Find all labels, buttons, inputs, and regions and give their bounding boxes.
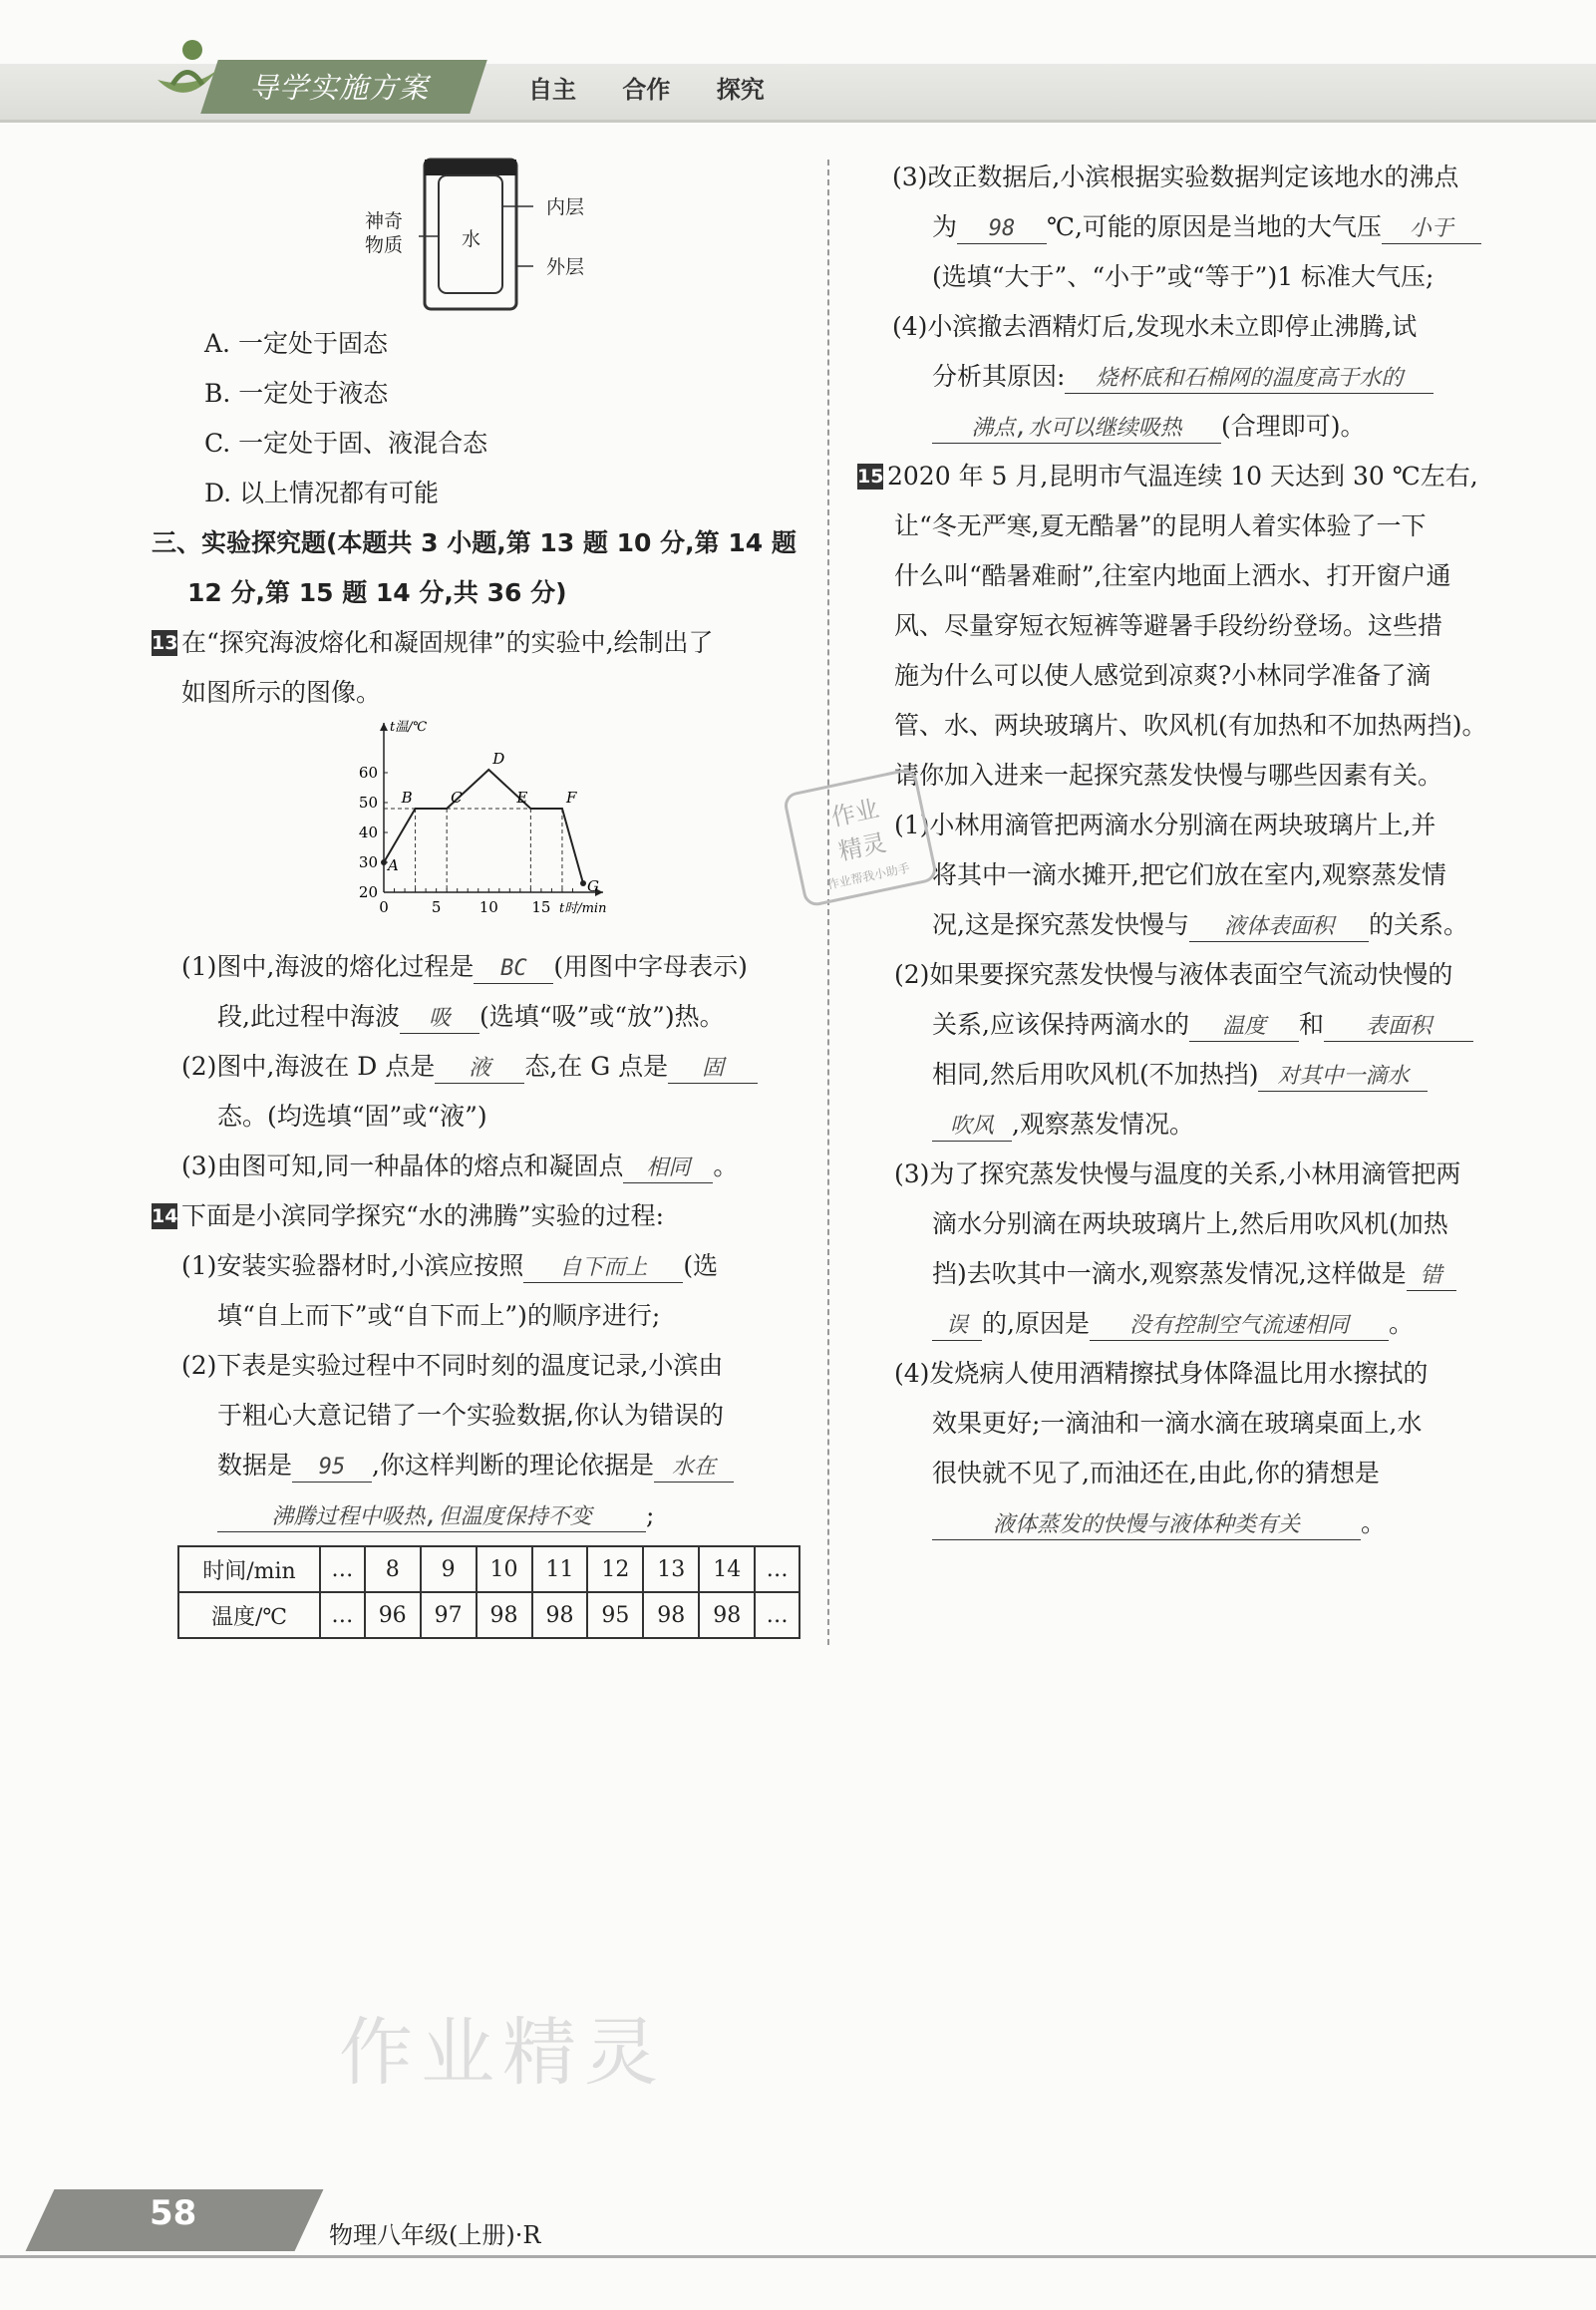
q14-p4-2: 分析其原因: 烧杯底和石棉网的温度高于水的 <box>932 362 1434 394</box>
section-title: 三、实验探究题(本题共 3 小题,第 13 题 10 分,第 14 题 <box>152 528 797 557</box>
q15-stem-2: 让“冬无严寒,夏无酷暑”的昆明人着实体验了一下 <box>894 511 1427 540</box>
x-tick-label: 10 <box>479 898 498 916</box>
answer-reason-a: 烧杯底和石棉网的温度高于水的 <box>1065 365 1434 394</box>
q15-p3: (3)为了探究蒸发快慢与温度的关系,小林用滴管把两 <box>894 1159 1461 1188</box>
point-label-A: A <box>388 856 399 874</box>
q15-p1-3: 况,这是探究蒸发快慢与 液体表面积 的关系。 <box>932 910 1468 942</box>
book-title: 物理八年级(上册)·R <box>329 2221 541 2249</box>
option-a: A. 一定处于固态 <box>204 329 388 358</box>
q15-p2-3: 相同,然后用吹风机(不加热挡) 对其中一滴水 <box>932 1060 1428 1092</box>
answer-less-than: 小于 <box>1382 215 1481 244</box>
q13-number: 13 <box>152 632 178 654</box>
fig-label-inner: 内层 <box>546 196 585 218</box>
q15-p4-2: 效果更好;一滴油和一滴水滴在玻璃桌面上,水 <box>932 1409 1423 1438</box>
option-d: D. 以上情况都有可能 <box>204 479 440 507</box>
footer-line <box>0 2255 1596 2258</box>
q15-stem-4: 风、尽量穿短衣短裤等避暑手段纷纷登场。这些措 <box>894 611 1443 640</box>
answer-solid: 固 <box>668 1055 758 1084</box>
y-axis-label: t温/℃ <box>390 720 428 735</box>
q15-p4-4: 液体蒸发的快慢与液体种类有关 。 <box>932 1508 1386 1540</box>
option-c: C. 一定处于固、液混合态 <box>204 429 488 458</box>
q14-p4-3: 沸点,水可以继续吸热 (合理即可)。 <box>932 412 1366 444</box>
x-tick-label: 0 <box>379 898 389 916</box>
q15-number: 15 <box>857 466 884 488</box>
q13-p3: (3)由图可知,同一种晶体的熔点和凝固点 相同 。 <box>181 1152 738 1183</box>
section-title-2: 12 分,第 15 题 14 分,共 36 分) <box>187 578 567 607</box>
q13-p1-2: 段,此过程中海波 吸 (选填“吸”或“放”)热。 <box>217 1002 725 1034</box>
y-tick-label: 40 <box>358 824 378 841</box>
answer-reason-2: 沸腾过程中吸热,但温度保持不变 <box>217 1503 646 1532</box>
q14-p2-3: 数据是 95 ,你这样判断的理论依据是 水在 <box>217 1451 734 1483</box>
q14-p2-4: 沸腾过程中吸热,但温度保持不变 ; <box>217 1500 654 1532</box>
q15-p1: (1)小林用滴管把两滴水分别滴在两块玻璃片上,并 <box>894 811 1436 839</box>
q15-p1-2: 将其中一滴水摊开,把它们放在室内,观察蒸发情 <box>932 860 1446 889</box>
q14-p3-3: (选填“大于”、“小于”或“等于”)1 标准大气压; <box>932 262 1435 291</box>
temperature-curve <box>384 770 583 883</box>
q14-p1: (1)安装实验器材时,小滨应按照 自下而上 (选 <box>181 1251 718 1283</box>
point-marker <box>381 859 387 865</box>
q15-p4-3: 很快就不见了,而油还在,由此,你的猜想是 <box>932 1459 1380 1487</box>
q15-p3-3: 挡)去吹其中一滴水,观察蒸发情况,这样做是 错 <box>932 1259 1456 1291</box>
q15-p2: (2)如果要探究蒸发快慢与液体表面空气流动快慢的 <box>894 960 1453 989</box>
answer-order: 自下而上 <box>523 1254 683 1283</box>
q14-p2: (2)下表是实验过程中不同时刻的温度记录,小滨由 <box>181 1351 724 1380</box>
q15-stem-6: 管、水、两块玻璃片、吹风机(有加热和不加热两挡)。 <box>894 711 1487 740</box>
answer-wrong-a: 错 <box>1407 1262 1456 1291</box>
point-label-E: E <box>516 789 528 807</box>
q15-p2-4: 吹风 ,观察蒸发情况。 <box>932 1110 1194 1142</box>
q15-stem-7: 请你加入进来一起探究蒸发快慢与哪些因素有关。 <box>894 761 1443 790</box>
answer-boiling-point: 98 <box>957 215 1047 244</box>
watermark: 作业精灵 <box>339 2010 666 2096</box>
tag-3: 探究 <box>716 76 765 104</box>
q14-stem: 14 下面是小滨同学探究“水的沸腾”实验的过程: <box>152 1201 664 1230</box>
y-arrow-icon <box>380 723 388 731</box>
y-tick-label: 20 <box>358 883 378 901</box>
q14-p4: (4)小滨撤去酒精灯后,发现水未立即停止沸腾,试 <box>892 312 1418 341</box>
melting-chart <box>344 718 623 932</box>
q14-p2-2: 于粗心大意记错了一个实验数据,你认为错误的 <box>217 1401 724 1430</box>
y-tick-label: 60 <box>358 764 378 782</box>
answer-wrong-b: 误 <box>932 1312 982 1341</box>
answer-reason-1: 水在 <box>654 1454 734 1483</box>
q15-p3-2: 滴水分别滴在两块玻璃片上,然后用吹风机(加热 <box>932 1209 1448 1238</box>
answer-guess: 液体蒸发的快慢与液体种类有关 <box>932 1511 1361 1540</box>
temperature-table <box>177 1545 800 1639</box>
q15-p2-2: 关系,应该保持两滴水的 温度 和 表面积 <box>932 1010 1473 1042</box>
tag-1: 自主 <box>528 76 576 104</box>
answer-reason-b: 沸点,水可以继续吸热 <box>932 415 1221 444</box>
q13-p2-2: 态。(均选填“固”或“液”) <box>217 1102 487 1131</box>
table-row: 时间/min … 8 9 10 11 12 13 14 … <box>178 1546 799 1592</box>
point-label-D: D <box>492 750 505 768</box>
fig-label-water: 水 <box>462 228 481 250</box>
answer-bc: BC <box>474 955 553 984</box>
q14-p3-2: 为 98 ℃,可能的原因是当地的大气压 小于 <box>932 212 1481 244</box>
tag-2: 合作 <box>622 76 671 104</box>
answer-area: 表面积 <box>1324 1013 1473 1042</box>
stamp: 作业 精灵 作业帮我小助手 <box>782 767 938 908</box>
x-tick-label: 5 <box>431 898 442 916</box>
q14-number: 14 <box>152 1205 178 1227</box>
q14-p1-2: 填“自上而下”或“自下而上”)的顺序进行; <box>217 1301 661 1330</box>
answer-wrong-data: 95 <box>292 1454 372 1483</box>
answer-surface-area: 液体表面积 <box>1189 913 1369 942</box>
answer-same: 相同 <box>623 1155 713 1183</box>
point-label-B: B <box>401 789 413 807</box>
table-row: 温度/℃ … 96 97 98 98 95 98 98 … <box>178 1592 799 1638</box>
header-title: 导学实施方案 <box>249 71 430 105</box>
page-number: 58 <box>150 2193 197 2233</box>
q13-stem: 13 在“探究海波熔化和凝固规律”的实验中,绘制出了 <box>152 628 714 657</box>
point-label-F: F <box>565 789 577 807</box>
q15-p4: (4)发烧病人使用酒精擦拭身体降温比用水擦拭的 <box>894 1359 1429 1388</box>
fig-label-outer: 外层 <box>546 256 585 278</box>
q13-p1: (1)图中,海波的熔化过程是 BC (用图中字母表示) <box>181 952 748 984</box>
answer-absorb: 吸 <box>400 1005 479 1034</box>
point-label-C: C <box>451 789 463 807</box>
q15-stem-3: 什么叫“酷暑难耐”,往室内地面上洒水、打开窗户通 <box>894 561 1451 590</box>
x-axis-label: t时/min <box>559 901 607 916</box>
q15-stem-1: 15 2020 年 5 月,昆明市气温连续 10 天达到 30 ℃左右, <box>857 462 1478 491</box>
header-tags <box>528 70 802 105</box>
q14-p3: (3)改正数据后,小滨根据实验数据判定该地水的沸点 <box>892 163 1459 191</box>
q13-stem-2: 如图所示的图像。 <box>181 678 382 707</box>
fig-label-left: 神奇 物质 <box>365 210 404 256</box>
y-tick-label: 50 <box>358 794 378 812</box>
answer-liquid: 液 <box>435 1055 524 1084</box>
q13-p2: (2)图中,海波在 D 点是 液 态,在 G 点是 固 <box>181 1052 758 1084</box>
logo-icon <box>148 30 227 110</box>
point-label-G: G <box>587 877 599 895</box>
answer-blow-b: 吹风 <box>932 1113 1012 1142</box>
q15-stem-5: 施为什么可以使人感觉到凉爽?小林同学准备了滴 <box>894 661 1432 690</box>
y-tick-label: 30 <box>358 853 378 871</box>
x-tick-label: 15 <box>531 898 551 916</box>
q15-p3-4: 误 的,原因是 没有控制空气流速相同 。 <box>932 1309 1414 1341</box>
answer-temperature: 温度 <box>1189 1013 1299 1042</box>
answer-blow-a: 对其中一滴水 <box>1258 1063 1428 1092</box>
answer-uncontrolled: 没有控制空气流速相同 <box>1090 1312 1389 1341</box>
option-b: B. 一定处于液态 <box>204 379 389 408</box>
point-marker <box>580 880 586 886</box>
